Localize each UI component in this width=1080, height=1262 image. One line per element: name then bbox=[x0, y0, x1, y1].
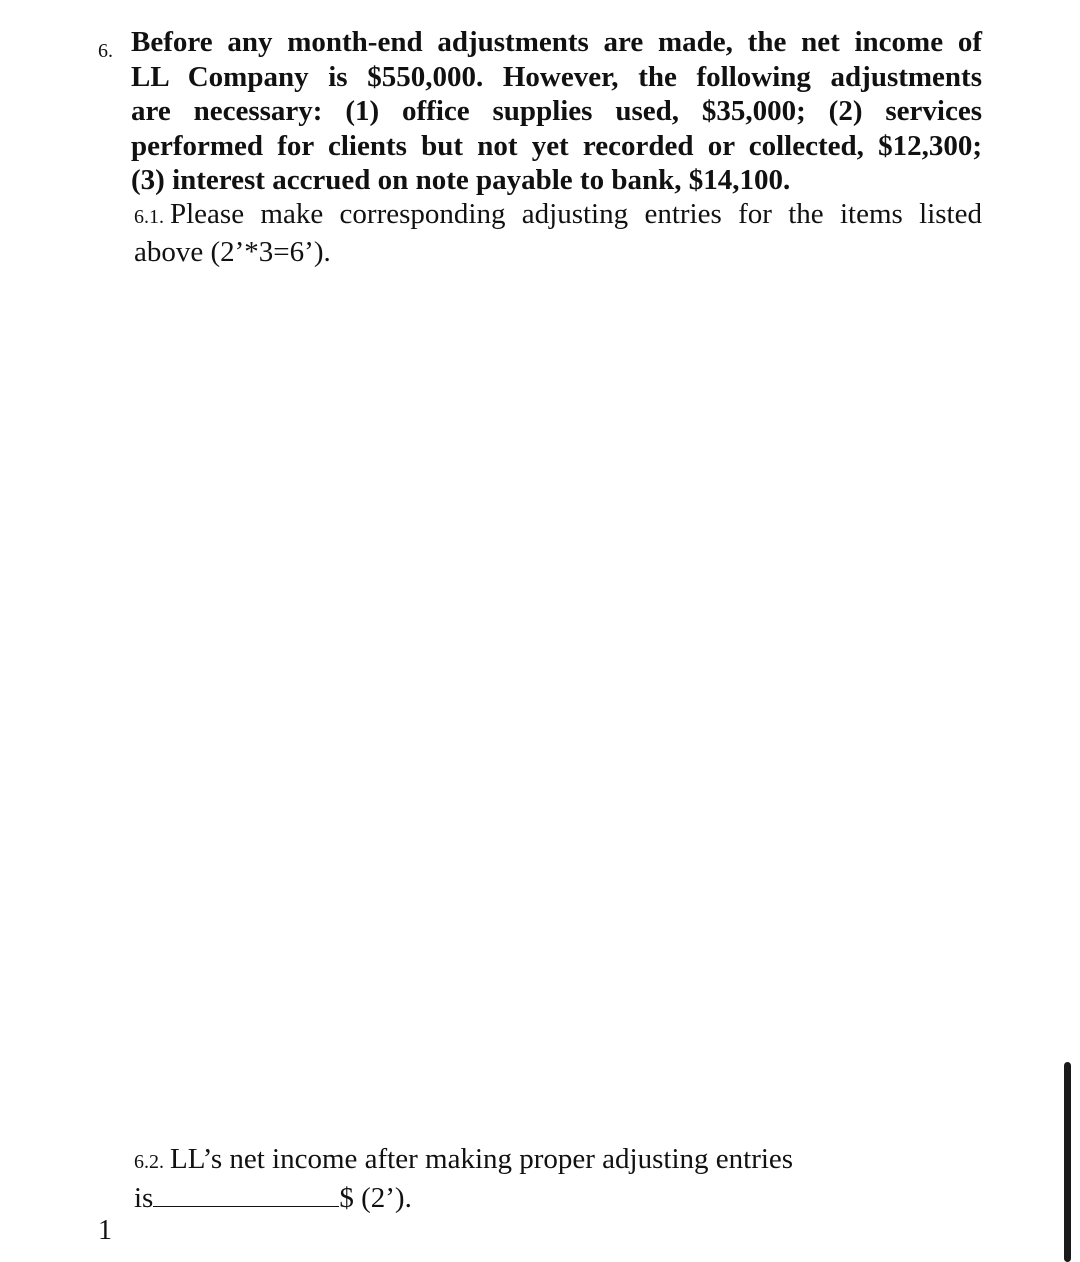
subquestion-6-2 bbox=[134, 1142, 894, 1215]
subquestion-6-2-number: 6.2. bbox=[134, 1151, 164, 1173]
subquestion-6-1 bbox=[134, 197, 982, 269]
subquestion-6-2-line1 bbox=[134, 1142, 894, 1180]
answer-suffix: $ (2’). bbox=[339, 1181, 412, 1214]
subquestion-6-1-number: 6.1. bbox=[134, 206, 164, 228]
question-stem bbox=[131, 25, 982, 198]
question-number: 6. bbox=[98, 40, 113, 62]
question-stem-line: LL Company is $550,000. However, the following adjustments bbox=[131, 60, 982, 93]
subquestion-6-1-text: Please make corresponding adjusting entries for the items listed bbox=[170, 198, 982, 230]
answer-prefix: is bbox=[134, 1181, 154, 1214]
scrollbar-thumb[interactable] bbox=[1064, 1062, 1071, 1262]
subquestion-6-2-text: LL’s net income after making proper adjusting entries bbox=[170, 1143, 794, 1175]
answer-blank[interactable] bbox=[153, 1180, 339, 1207]
subquestion-6-1-line1 bbox=[134, 197, 982, 235]
subquestion-6-2-line2 bbox=[134, 1180, 894, 1216]
question-stem-line: are necessary: (1) office supplies used, $35,000; (2) services bbox=[131, 95, 982, 127]
question-stem-line: performed for clients but not yet recorded or collected, $12,300; bbox=[131, 129, 982, 162]
page-number: 1 bbox=[98, 1215, 112, 1246]
question-stem-line: Before any month-end adjustments are made, the net income of bbox=[131, 26, 982, 58]
subquestion-6-1-line2: above (2’*3=6’). bbox=[134, 235, 331, 268]
question-stem-line: (3) interest accrued on note payable to bank, $14,100. bbox=[131, 164, 791, 196]
